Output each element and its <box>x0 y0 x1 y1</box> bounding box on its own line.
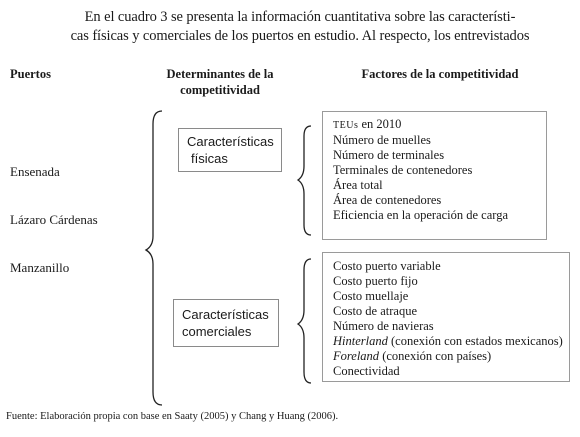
fisicas-brace <box>298 126 311 235</box>
list-factores-comerciales <box>333 259 563 379</box>
factor-conectividad: Conectividad <box>333 364 400 378</box>
foreland-term: Foreland <box>333 349 380 363</box>
box-factores-fisicos <box>322 111 547 240</box>
factor-fisico: Terminales de contenedores <box>333 163 473 177</box>
hinterland-description: (conexión con estados mexicanos) <box>387 334 563 348</box>
box-factores-comerciales <box>322 252 570 382</box>
factor-comercial: Costo puerto fijo <box>333 274 418 288</box>
foreland-description: (conexión con países) <box>379 349 492 363</box>
header-factores: Factores de la competitividad <box>361 67 519 81</box>
header-determinantes-line-2: competitividad <box>180 83 260 97</box>
port-lazaro-cardenas: Lázaro Cárdenas <box>10 212 98 227</box>
factor-comercial: Costo de atraque <box>333 304 418 318</box>
comerciales-label-line-2: comerciales <box>182 324 252 339</box>
factor-foreland <box>333 349 563 364</box>
intro-line-1: En el cuadro 3 se presenta la información cuantitativa sobre las característi- <box>84 9 516 25</box>
main-brace <box>146 111 162 405</box>
factor-comercial: Costo muellaje <box>333 289 409 303</box>
factor-fisico: Número de muelles <box>333 133 431 147</box>
hinterland-term: Hinterland <box>333 334 388 348</box>
port-manzanillo: Manzanillo <box>10 260 70 275</box>
box-caracteristicas-comerciales <box>173 299 279 347</box>
teus-rest: en 2010 <box>358 117 402 131</box>
intro-line-2: cas físicas y comerciales de los puertos en estudio. Al respecto, los entrevistados <box>70 28 530 44</box>
comerciales-brace <box>298 259 311 383</box>
box-caracteristicas-fisicas <box>178 128 282 172</box>
teus-abbr: TEUs <box>333 120 359 131</box>
factor-comercial: Costo puerto variable <box>333 259 441 273</box>
header-puertos: Puertos <box>10 67 51 81</box>
factor-fisico: Área total <box>333 178 383 192</box>
header-determinantes-line-1: Determinantes de la <box>166 67 274 81</box>
fisicas-label-line-1: Características <box>187 134 274 149</box>
fisicas-label-line-2: físicas <box>191 151 228 166</box>
list-factores-fisicos <box>333 117 508 223</box>
factor-fisico: Número de terminales <box>333 148 445 162</box>
factor-comercial: Número de navieras <box>333 319 434 333</box>
factor-hinterland <box>333 334 563 349</box>
factor-teus <box>333 117 508 133</box>
comerciales-label-line-1: Características <box>182 307 269 322</box>
factor-fisico: Eficiencia en la operación de carga <box>333 208 509 222</box>
source-note: Fuente: Elaboración propia con base en Saaty (2005) y Chang y Huang (2006). <box>6 411 339 422</box>
port-ensenada: Ensenada <box>10 164 60 179</box>
factor-fisico: Área de contenedores <box>333 193 442 207</box>
